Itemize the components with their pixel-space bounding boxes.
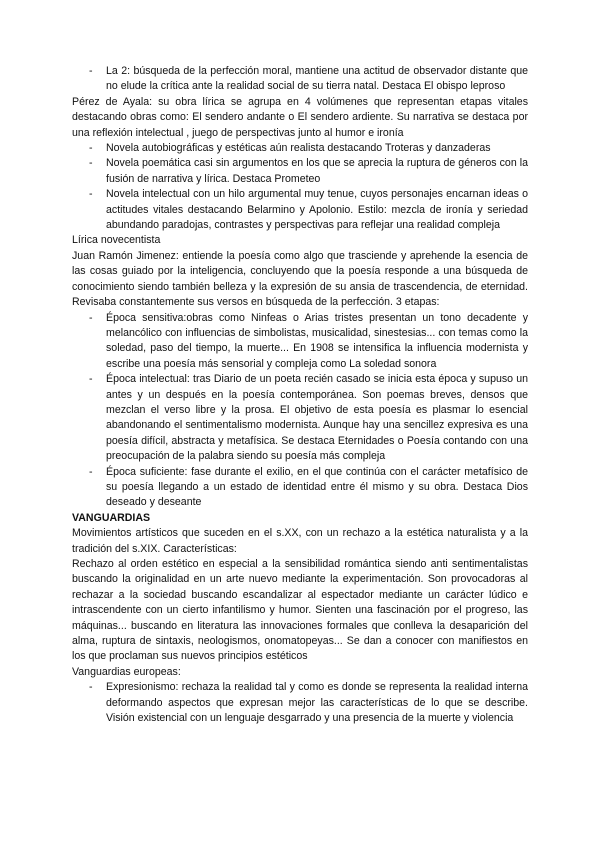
- bullet-dash: -: [89, 681, 93, 694]
- vanguardias-list: [72, 680, 528, 726]
- vanguardias-heading: VANGUARDIAS: [72, 511, 151, 524]
- valle-inclan-list: [72, 64, 528, 95]
- list-item: [72, 680, 528, 726]
- list-item-text: Época suficiente: fase durante el exilio, en el que continúa con el carácter metafísico de su poesía llegando a un estado de identidad entre él mismo y su obra. Destaca Dios deseado y deseante: [106, 465, 528, 509]
- bullet-dash: -: [89, 311, 93, 324]
- list-item-text: La 2: búsqueda de la perfección moral, mantiene una actitud de observador distante que no elude la crítica ante la realidad social de su tierra natal. Destaca El obispo leproso: [106, 65, 528, 93]
- bullet-dash: -: [89, 465, 93, 478]
- lirica-novecentista-title: Lírica novecentista: [72, 234, 161, 247]
- bullet-dash: -: [89, 188, 93, 201]
- vanguardias-characteristics-paragraph: Rechazo al orden estético en especial a la sensibilidad romántica siendo anti sentimentalistas buscando la originalidad en un arte nuevo mediante la experimentación. Son provocadoras al rechazar a la sociedad buscando escandalizar al espectador mediante un carácter lúdico e intrascendente con un cierto infantilismo y humor. Sienten una fascinación por el progreso, las máquinas... buscando en literatura las innovaciones formales que conlleva la desaparición del alma, ruptura de sintaxis, neologismos, onomatopeyas... Se dan a conocer con manifiestos en los que proclaman sus nuevos principios estéticos: [72, 558, 528, 663]
- vanguardias-europeas-title: Vanguardias europeas:: [72, 665, 181, 678]
- list-item-text: Novela autobiográficas y estéticas aún realista destacando Troteras y danzaderas: [106, 142, 491, 155]
- bullet-dash: -: [89, 65, 93, 77]
- perez-de-ayala-paragraph: Pérez de Ayala: su obra lírica se agrupa en 4 volúmenes que representan etapas vitales destacando obras como: El sendero andante o El sendero ardiente. Su narrativa se destaca por una reflexión intelectual , juego de perspectivas junto al humor e ironía: [72, 95, 528, 139]
- bullet-dash: -: [89, 157, 93, 170]
- list-item-text: Novela intelectual con un hilo argumental muy tenue, cuyos personajes encarnan ideas o actitudes vitales destacando Belarmino y Apolonio. Estilo: mezcla de ironía y seriedad abundando paradojas, contrastes y perspectivas para reflejar una realidad compleja: [106, 188, 528, 232]
- list-item: [72, 64, 528, 95]
- list-item: [72, 141, 528, 156]
- list-item-text: Época intelectual: tras Diario de un poeta recién casado se inicia esta época y supuso un antes y un después en la poesía contemporánea. Son poemas breves, densos que mezclan el verso libre y la prosa. El objetivo de esta poesía es plasmar lo esencial abandonando el sentimentalismo modernista. Aunque hay una sencillez expresiva es una poesía difícil, abstracta y metafísica. Se destaca Eternidades o Poesía contando con una preocupación de la palabra siendo su poesía más compleja: [106, 373, 528, 463]
- document-page: [72, 64, 528, 726]
- bullet-dash: -: [89, 373, 93, 386]
- vanguardias-intro-paragraph: Movimientos artísticos que suceden en el s.XX, con un rechazo a la estética naturalista y a la tradición del s.XIX. Características:: [72, 527, 528, 555]
- list-item-text: Expresionismo: rechaza la realidad tal y como es donde se representa la realidad interna deformando aspectos que expresan mejor las características de lo que se describe. Visión existencial con un lenguaje desgarrado y una presencia de la muerte y violencia: [106, 681, 528, 725]
- list-item: [72, 156, 528, 187]
- bullet-dash: -: [89, 142, 93, 155]
- list-item-text: Época sensitiva:obras como Ninfeas o Arias tristes presentan un tono decadente y melancólico con influencias de simbolistas, musicalidad, sinestesias... con temas como la soledad, paso del tiempo, la muerte... En 1908 se intensifica la influencia modernista y escribe una poesía más sensorial y compleja como La soledad sonora: [106, 311, 528, 370]
- ayala-list: [72, 141, 528, 233]
- list-item: [72, 187, 528, 233]
- list-item-text: Novela poemática casi sin argumentos en los que se aprecia la ruptura de géneros con la fusión de narrativa y lírica. Destaca Prometeo: [106, 157, 528, 185]
- jrj-stages-list: [72, 311, 528, 511]
- list-item: [72, 372, 528, 464]
- list-item: [72, 465, 528, 511]
- juan-ramon-jimenez-paragraph: Juan Ramón Jimenez: entiende la poesía como algo que trasciende y aprehende la esencia de las cosas guiado por la inteligencia, concluyendo que la poesía responde a una búsqueda de conocimiento siendo también belleza y la expresión de su ansia de trascendencia, de eternidad. Revisaba constantemente sus versos en búsqueda de la perfección. 3 etapas:: [72, 249, 528, 309]
- list-item: [72, 311, 528, 373]
